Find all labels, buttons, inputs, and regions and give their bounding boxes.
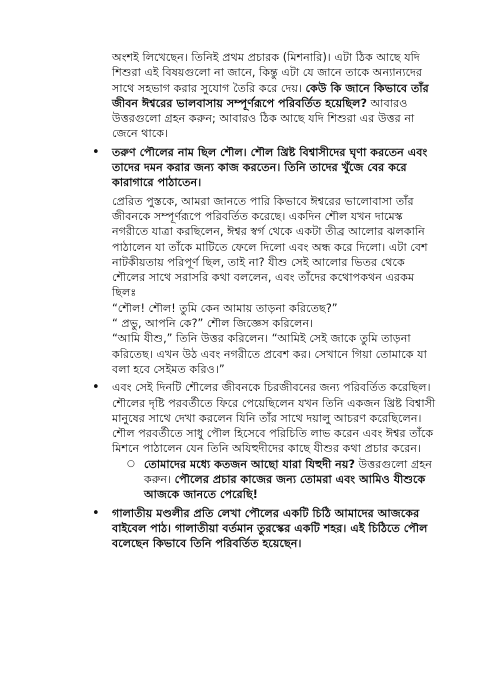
bullet-saul-text: তরুণ পৌলের নাম ছিল শৌল। শৌল খ্রিষ্ট বিশ্বাসীদের ঘৃণা করতেন এবং তাদের দমন করার জন্য কাজ করতেন। তিনি তাদের খুঁজে বের করে কারাগারে পাঠাতেন। xyxy=(112,145,428,190)
sub-item-gentiles xyxy=(144,457,441,503)
bullet-change-text: এবং সেই দিনটি শৌলের জীবনকে চিরজীবনের জন্য পরিবর্তিত করেছিল। শৌলের দৃষ্টি পরবর্তীতে ফিরে পেয়েছিলেন যখন তিনি একজন খ্রিষ্ট বিশ্বাসী মানুষের সাথে দেখা করলেন যিনি তাঁর সাথে দয়ালু আচরণ করেছিলেন। শৌল পরবর্তীতে সাধু পৌল হিসেবে পরিচিতি লাভ করেন এবং ঈশ্বর তাঁকে মিশনে পাঠালেন যেন তিনি অযিহুদীদের কাছে যীশুর কথা প্রচার করেন। xyxy=(112,381,436,456)
sub-question: তোমাদের মধ্যে কতজন আছো যারা যিহুদী নয়? xyxy=(144,457,355,471)
intro-paragraph xyxy=(112,50,441,142)
intro-question: কেউ কি জানে কিভাবে তাঁর জীবন ঈশ্বরের ভালবাসায় সম্পূর্ণরূপে পরিবর্তিত হয়েছিল? xyxy=(112,81,429,110)
bullet-galatians-text: গালাতীয় মণ্ডলীর প্রতি লেখা পৌলের একটি চিঠি আমাদের আজকের বাইবেল পাঠ। গালাতীয়া বর্তমান তুরস্কের একটি শহর। এই চিঠিতে পৌল বলেছেন কিভাবে তিনি পরিবর্তিত হয়েছেন। xyxy=(112,506,428,551)
bullet-list-2 xyxy=(112,380,441,551)
dialogue-line-2: “ প্রভু, আপনি কে?” শৌল জিজ্ঞেস করিলেন। xyxy=(112,317,314,331)
intro-note: আবারও উত্তরগুলো গ্রহন করুন; আবারও ঠিক আছে যদি শিশুরা এর উত্তর না জেনে থাকে। xyxy=(112,96,415,141)
dialogue-line-3: “আমি যীশু,” তিনি উত্তর করিলেন। “আমিই সেই জাকে তুমি তাড়না করিতেছ। এখন উঠ এবং নগরীতে প্রবেশ কর। সেখানে গিয়া তোমাকে যা বলা হবে সেইমত করিও।” xyxy=(112,332,427,376)
story-paragraph xyxy=(112,194,441,378)
dialogue-line-1: “শৌল! শৌল! তুমি কেন আমায় তাড়না করিতেছ?” xyxy=(112,301,338,315)
sub-list xyxy=(144,457,441,503)
bullet-list xyxy=(112,145,441,191)
sub-bold-text: পৌলের প্রচার কাজের জন্য তোমরা এবং আমিও যীশুকে আজকে জানতে পেরেছি! xyxy=(144,473,426,502)
story-text: প্রেরিত পুস্তকে, আমরা জানতে পারি কিভাবে ঈশ্বরের ভালোবাসা তাঁর জীবনকে সম্পূর্ণরূপে পরিবর্তিত করেছে। একদিন শৌল যখন দামেস্ক নগরীতে যাত্রা করছিলেন, ঈশ্বর স্বর্গ থেকে একটা তীব্র আলোর ঝলকানি পাঠালেন যা তাঁকে মাটিতে ফেলে দিলো এবং অন্ধ করে দিলো। এটা বেশ নাটকীয়তায় পরিপূর্ণ ছিল, তাই না? যীশু সেই আলোর ভিতর থেকে শৌলের সাথে সরাসরি কথা বললেন, এবং তাঁদের কথোপকথন এরকম ছিলঃ xyxy=(112,194,428,300)
sub-note: উত্তরগুলো গ্রহন করুন। xyxy=(144,457,432,487)
bullet-saul xyxy=(112,145,441,191)
bullet-change xyxy=(112,380,441,502)
intro-text: অংশই লিখেছেন। তিনিই প্রথম প্রচারক (মিশনারি)। এটা ঠিক আছে যদি শিশুরা এই বিষয়গুলো না জানে, কিন্তু এটা যে জানে তাকে অন্যান্যদের সাথে সহভাগ করার সুযোগ তৈরি করে দেয়। xyxy=(112,51,423,95)
bullet-galatians xyxy=(112,506,441,552)
